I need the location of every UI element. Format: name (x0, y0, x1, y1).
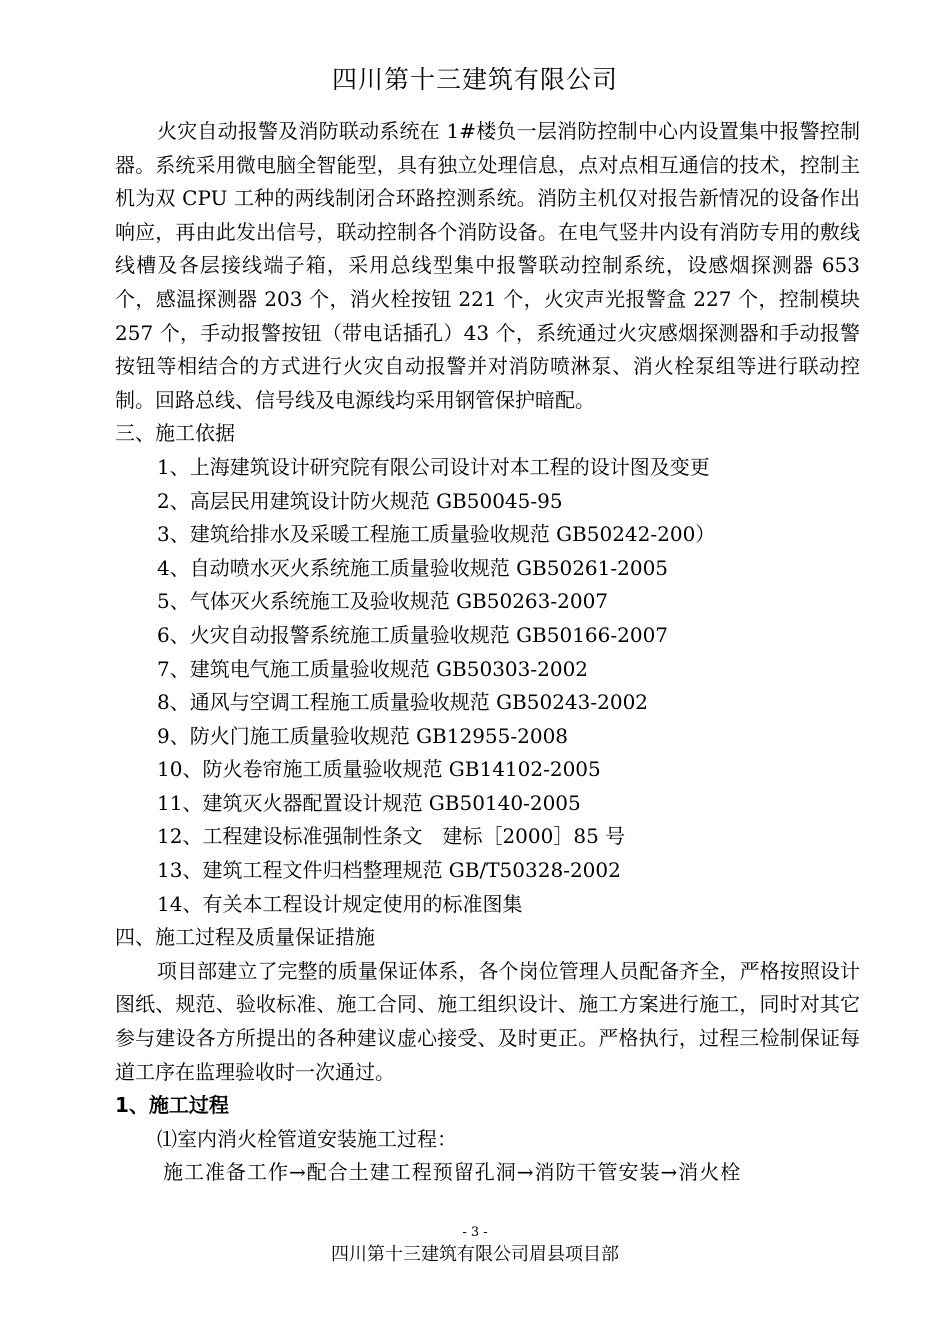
process-flow-text: 施工准备工作→配合土建工程预留孔洞→消防干管安装→消火栓 (163, 1160, 742, 1185)
page-footer: 四川第十三建筑有限公司眉县项目部 (331, 1244, 619, 1265)
list-item: 12、工程建设标准强制性条文 建标［2000］85 号 (157, 824, 626, 849)
list-item: 11、建筑灭火器配置设计规范 GB50140-2005 (157, 790, 581, 815)
list-item: 4、自动喷水灭火系统施工质量验收规范 GB50261-2005 (157, 555, 669, 580)
list-item: 8、通风与空调工程施工质量验收规范 GB50243-2002 (157, 690, 649, 715)
list-item: 7、建筑电气施工质量验收规范 GB50303-2002 (157, 656, 589, 681)
page-number: - 3 - (462, 1225, 488, 1240)
document-body (115, 115, 860, 1190)
subheading-construction-process: 1、施工过程 (115, 1093, 229, 1118)
list-item: 13、建筑工程文件归档整理规范 GB/T50328-2002 (157, 858, 621, 883)
page-header-title: 四川第十三建筑有限公司 (331, 65, 618, 94)
section-heading-basis: 三、施工依据 (115, 421, 235, 446)
basis-list (115, 451, 860, 921)
list-item: 14、有关本工程设计规定使用的标准图集 (157, 891, 523, 916)
list-item: 1、上海建筑设计研究院有限公司设计对本工程的设计图及变更 (157, 454, 710, 479)
list-item: 9、防火门施工质量验收规范 GB12955-2008 (157, 723, 569, 748)
quality-paragraph: 项目部建立了完整的质量保证体系，各个岗位管理人员配备齐全，严格按照设计图纸、规范、验收标准、施工合同、施工组织设计、施工方案进行施工，同时对其它参与建设各方所提出的各种建议虚心接受、及时更正。严格执行，过程三检制保证每道工序在监理验收时一次通过。 (115, 958, 860, 1084)
list-item: 3、建筑给排水及采暖工程施工质量验收规范 GB50242-200） (157, 522, 716, 547)
intro-paragraph: 火灾自动报警及消防联动系统在 1#楼负一层消防控制中心内设置集中报警控制器。系统采用微电脑全智能型，具有独立处理信息，点对点相互通信的技术，控制主机为双 CPU 工种的两线制闭合环路控测系统。消防主机仅对报告新情况的设备作出响应，再由此发出信号，联动控制各个消防设备。在电气竖井内设有消防专用的敷线线槽及各层接线端子箱，采用总线型集中报警联动控制系统，设感烟探测器 653 个，感温探测器 203 个，消火栓按钮 221 个，火灾声光报警盒 227 个，控制模块 257 个，手动报警按钮（带电话插孔）43 个，系统通过火灾感烟探测器和手动报警按钮等相结合的方式进行火灾自动报警并对消防喷淋泵、消火栓泵组等进行联动控制。回路总线、信号线及电源线均采用钢管保护暗配。 (115, 119, 860, 412)
list-item: 2、高层民用建筑设计防火规范 GB50045-95 (157, 488, 563, 513)
section-heading-process: 四、施工过程及质量保证措施 (115, 925, 375, 950)
step-label: ⑴室内消火栓管道安装施工过程： (157, 1126, 457, 1151)
list-item: 10、防火卷帘施工质量验收规范 GB14102-2005 (157, 757, 601, 782)
list-item: 6、火灾自动报警系统施工质量验收规范 GB50166-2007 (157, 622, 669, 647)
list-item: 5、气体灭火系统施工及验收规范 GB50263-2007 (157, 589, 609, 614)
